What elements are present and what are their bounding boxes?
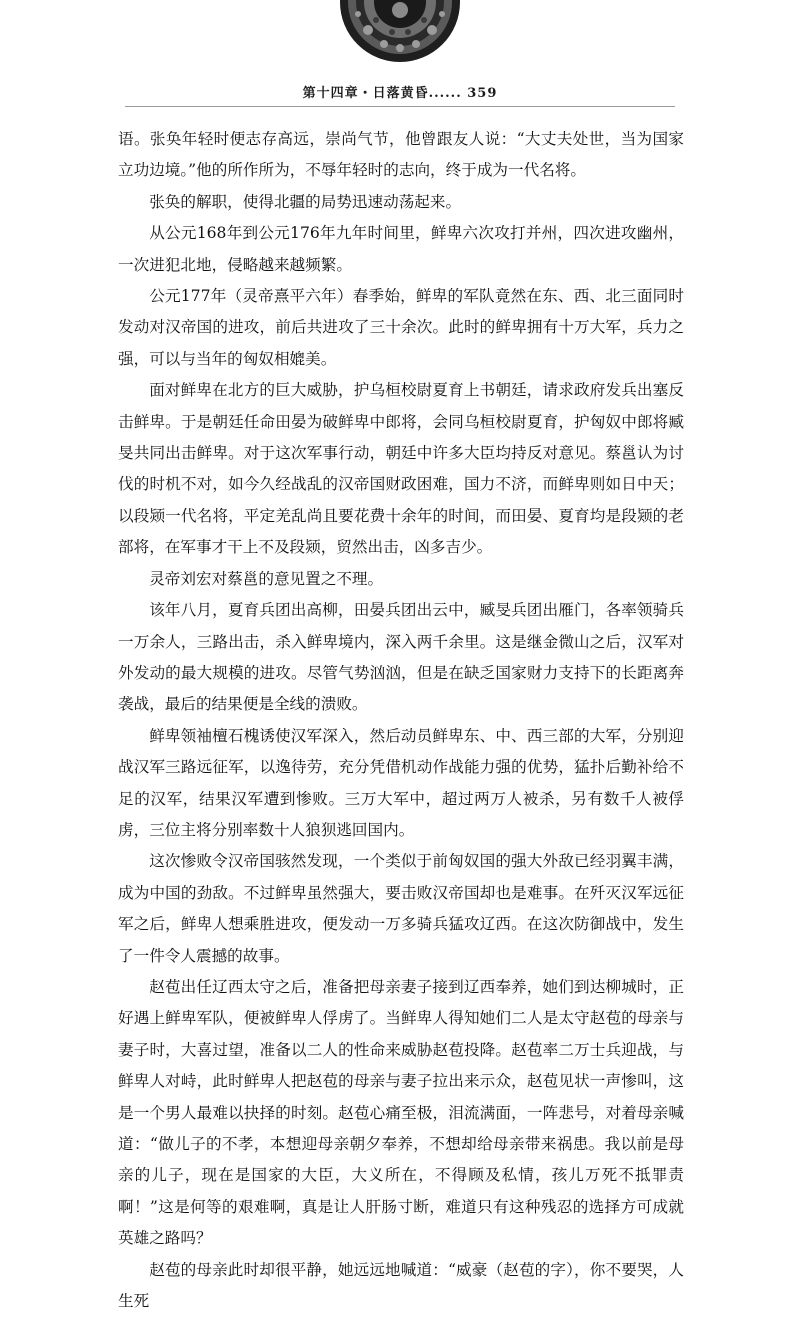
- mirror-knob: [392, 2, 408, 18]
- paragraph: 从公元168年到公元176年九年时间里，鲜卑六次攻打并州，四次进攻幽州，一次进犯北地，侵略越来越频繁。: [118, 224, 684, 274]
- header-rule: [125, 106, 675, 107]
- paragraph: 面对鲜卑在北方的巨大威胁，护乌桓校尉夏育上书朝廷，请求政府发兵出塞反击鲜卑。于是朝廷任命田晏为破鲜卑中郎将，会同乌桓校尉夏育，护匈奴中郎将臧旻共同出击鲜卑。对于这次军事行动，朝廷中许多大臣均持反对意见。蔡邕认为讨伐的时机不对，如今久经战乱的汉帝国财政困难，国力不济，而鲜卑则如日中天；以段颎一代名将，平定羌乱尚且要花费十余年的时间，而田晏、夏育均是段颎的老部将，在军事才干上不及段颎，贸然出击，凶多吉少。: [118, 381, 684, 557]
- paragraph-continued: 语。张奂年轻时便志存高远，崇尚气节，他曾跟友人说：“大丈夫处世，当为国家立功边境。”他的所作所为，不辱年轻时的志向，终于成为一代名将。: [118, 130, 684, 180]
- paragraph: 赵苞出任辽西太守之后，准备把母亲妻子接到辽西奉养，她们到达柳城时，正好遇上鲜卑军队，便被鲜卑人俘虏了。当鲜卑人得知她们二人是太守赵苞的母亲与妻子时，大喜过望，准备以二人的性命来威胁赵苞投降。赵苞率二万士兵迎战，与鲜卑人对峙，此时鲜卑人把赵苞的母亲与妻子拉出来示众，赵苞见状一声惨叫，这是一个男人最难以抉择的时刻。赵苞心痛至极，泪流满面，一阵悲号，对着母亲喊道：“做儿子的不孝，本想迎母亲朝夕奉养，不想却给母亲带来祸患。我以前是母亲的儿子，现在是国家的大臣，大义所在，不得顾及私情，孩儿万死不抵罪责啊！”这是何等的艰难啊，真是让人肝肠寸断，难道只有这种残忍的选择方可成就英雄之路吗？: [118, 977, 684, 1248]
- ornament-graphic: [338, 0, 462, 62]
- page-body: [118, 124, 684, 1317]
- paragraph: 灵帝刘宏对蔡邕的意见置之不理。: [149, 569, 384, 588]
- running-header: 第十四章・日落黄昏...... 359: [302, 86, 498, 101]
- paragraph: 鲜卑领袖檀石槐诱使汉军深入，然后动员鲜卑东、中、西三部的大军，分别迎战汉军三路远征军，以逸待劳，充分凭借机动作战能力强的优势，猛扑后勤补给不足的汉军，结果汉军遭到惨败。三万大军中，超过两万人被杀，另有数千人被俘虏，三位主将分别率数十人狼狈逃回国内。: [118, 726, 684, 839]
- paragraph-truncated: 赵苞的母亲此时却很平静，她远远地喊道：“威豪（赵苞的字），你不要哭，人生死: [118, 1260, 684, 1311]
- paragraph: 这次惨败令汉帝国骇然发现，一个类似于前匈奴国的强大外敌已经羽翼丰满，成为中国的劲敌。不过鲜卑虽然强大，要击败汉帝国却也是难事。在歼灭汉军远征军之后，鲜卑人想乘胜进攻，便发动一万多骑兵猛攻辽西。在这次防御战中，发生了一件令人震撼的故事。: [118, 852, 684, 965]
- bronze-mirror-ornament-icon: [338, 0, 462, 62]
- paragraph: 张奂的解职，使得北疆的局势迅速动荡起来。: [149, 192, 462, 211]
- paragraph: 该年八月，夏育兵团出高柳，田晏兵团出云中，臧旻兵团出雁门，各率领骑兵一万余人，三路出击，杀入鲜卑境内，深入两千余里。这是继金微山之后，汉军对外发动的最大规模的进攻。尽管气势汹汹，但是在缺乏国家财力支持下的长距离奔袭战，最后的结果便是全线的溃败。: [118, 601, 684, 714]
- paragraph: 公元177年（灵帝熹平六年）春季始，鲜卑的军队竟然在东、西、北三面同时发动对汉帝国的进攻，前后共进攻了三十余次。此时的鲜卑拥有十万大军，兵力之强，可以与当年的匈奴相媲美。: [118, 287, 684, 368]
